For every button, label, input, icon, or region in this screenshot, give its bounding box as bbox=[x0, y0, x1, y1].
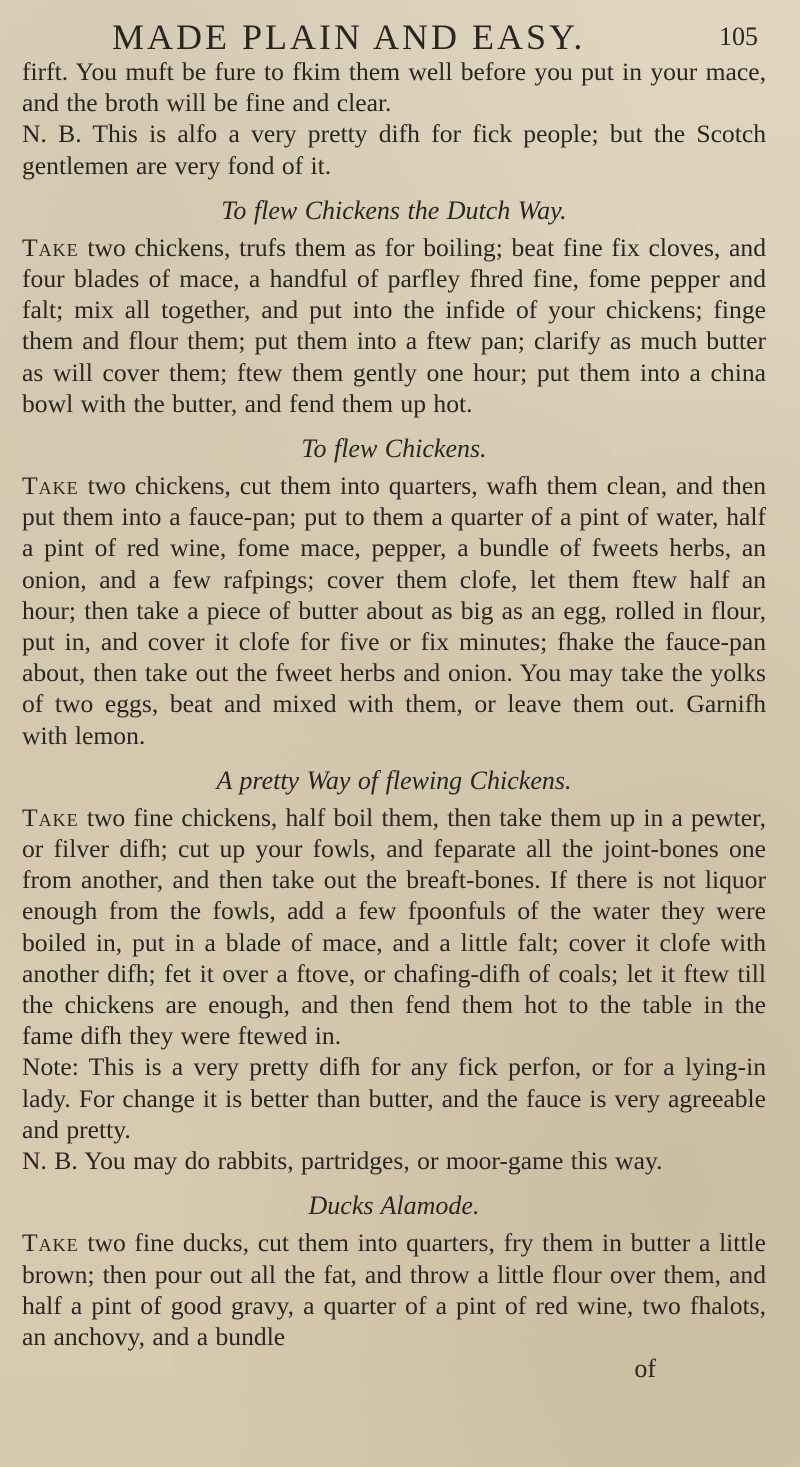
recipe-body: two chickens, cut them into quarters, wafh them clean, and then put them into a fauce-pan; put to them a quarter of a pint of water, half a pint of red wine, fome mace, pepper, a bundle of fweets herbs, an onion, and a few rafpings; cover them clofe, let them ftew half an hour; then take a piece of butter about as big as an egg, rolled in flour, put in, and cover it clofe for five or fix minutes; fhake the fauce-pan about, then take out the fweet herbs and onion. You may take the yolks of two eggs, beat and mixed with them, or leave them out. Garnifh with lemon. bbox=[22, 471, 767, 750]
page-body bbox=[22, 56, 766, 1352]
recipe-paragraph bbox=[22, 470, 766, 751]
recipe-heading: To flew Chickens. bbox=[301, 434, 487, 464]
recipe-paragraph bbox=[22, 232, 766, 419]
recipe-paragraph bbox=[22, 1227, 766, 1352]
running-title: MADE PLAIN AND EASY. bbox=[112, 17, 586, 57]
intro-note: N. B. This is alfo a very pretty difh for fick people; but the Scotch gentlemen are very fond of it. bbox=[22, 119, 766, 180]
recipe-body: two fine chickens, half boil them, then take them up in a pewter, or filver difh; cut up your fowls, and feparate all the joint-bones one from another, and then take out the breaft-bones. If there is not liquor enough from the fowls, add a few fpoonfuls of the water they were boiled in, put in a blade of mace, and a little falt; cover it clofe with another difh; fet it over a ftove, or chafing-difh of coals; let it ftew till the chickens are enough, and then fend them hot to the table in the fame difh they were ftewed in. bbox=[22, 802, 766, 1051]
catchword: of bbox=[634, 1354, 656, 1384]
intro-paragraph: firft. You muft be fure to fkim them well before you put in your mace, and the broth will be fine and clear. bbox=[22, 57, 766, 118]
recipe-heading: To flew Chickens the Dutch Way. bbox=[221, 195, 567, 225]
recipe-heading: A pretty Way of flewing Chickens. bbox=[216, 765, 572, 795]
recipe-heading: Ducks Alamode. bbox=[308, 1191, 480, 1221]
recipe-lead-word: Take bbox=[22, 471, 79, 501]
recipe-lead-word: Take bbox=[22, 232, 79, 262]
recipe-lead-word: Take bbox=[22, 802, 79, 832]
recipe-note: N. B. You may do rabbits, partridges, or moor-game this way. bbox=[22, 1146, 663, 1176]
recipe-paragraph bbox=[22, 802, 766, 1052]
page-header bbox=[22, 8, 766, 56]
page-number: 105 bbox=[719, 22, 758, 51]
recipe-note: Note: This is a very pretty difh for any fick perfon, or for a lying-in lady. For change it is better than butter, and the fauce is very agreeable and pretty. bbox=[22, 1052, 766, 1144]
recipe-lead-word: Take bbox=[22, 1228, 79, 1258]
recipe-body: two fine ducks, cut them into quarters, fry them in butter a little brown; then pour out all the fat, and throw a little flour over them, and half a pint of good gravy, a quarter of a pint of red wine, two fhalots, an anchovy, and a bundle bbox=[22, 1228, 766, 1351]
recipe-body: two chickens, trufs them as for boiling; beat fine fix cloves, and four blades of mace, a handful of parfley fhred fine, fome pepper and falt; mix all together, and put into the infide of your chickens; finge them and flour them; put them into a ftew pan; clarify as much butter as will cover them; ftew them gently one hour; put them into a china bowl with the butter, and fend them up hot. bbox=[22, 232, 766, 418]
